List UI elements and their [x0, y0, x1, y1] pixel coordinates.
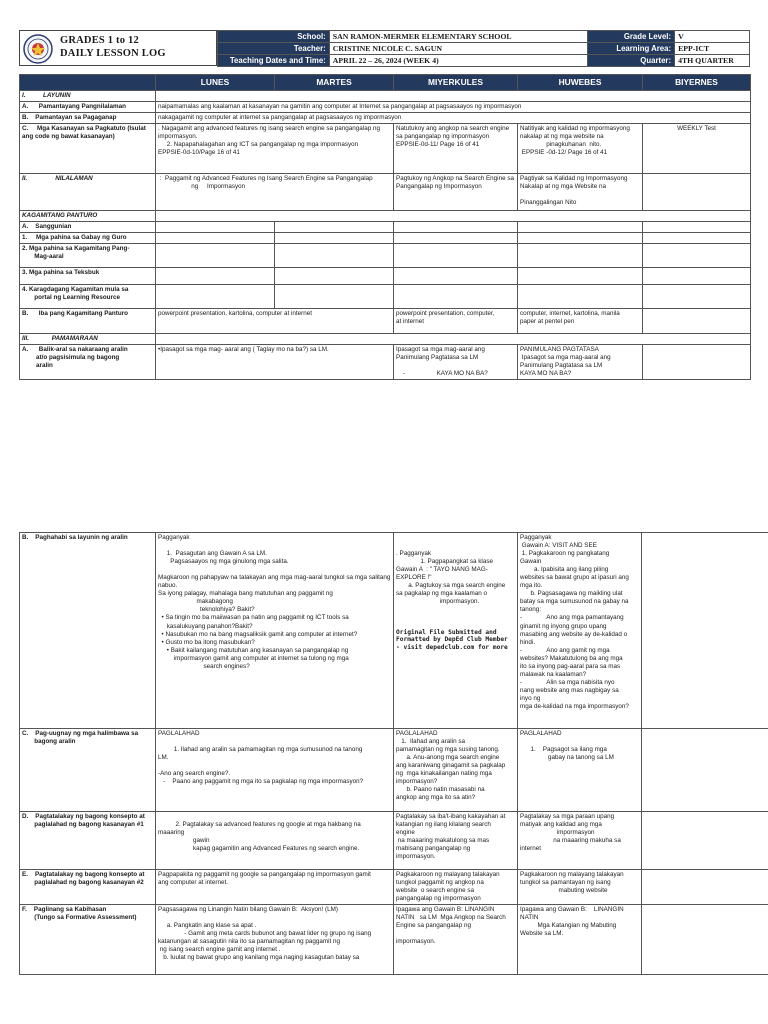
nilalaman-lunes: : Paggamit ng Advanced Features ng Isang Search Engine sa Pangangalap ng Impormasyon [156, 173, 394, 210]
konsepto-1-huwebes: Pagtalakay sa mga paraan upang matiyak ang kalidad ang mga impormasyon na maaaring makuha sa internet [518, 812, 642, 870]
balik-aral-miyerkules: Ipasagot sa mga mag-aaral ang Panimulang Pagtatasa sa LM - KAYA MO NA BA? [394, 345, 518, 380]
pag-uugnay-huwebes: PAGLALAHAD 1. Pagsagot sa ilang mga gabay na tanong sa LM [518, 729, 642, 812]
iba-pang-kagamitan-label: B. Iba pang Kagamitang Panturo [20, 309, 156, 334]
nilalaman-label: II. NILALAMAN [20, 173, 156, 210]
balik-aral-lunes: •Ipasagot sa mga mag- aaral ang ( Taglay mo na ba?) sa LM. [156, 345, 394, 380]
pamamaraan-heading: III. PAMAMARAAN [20, 334, 156, 345]
learning-area-value: EPP-ICT [675, 43, 750, 55]
kabihasan-miyerkules: Ipagawa ang Gawain B: LINANGIN NATIN sa LM Mga Angkop na Search Engine sa pangangalap ng impormasyon. [394, 905, 518, 975]
paghahabi-huwebes: Pagganyak Gawain A: VISIT AND SEE 1. Pagkakaroon ng pangkatang Gawain a. Ipabisita ang ilang piling websites sa bawat grupo at ipasuri ang mga ito. b. Pagsasagawa ng maikling ulat batay sa mga sumusunod na gabay na tanong: - Ano ang mga pamantayang ginamit ng inyong grupo upang masabing ang website ay de-kalidad o hindi. - Ano ang gamit ng mga websites? Makatutulong ba ang mga ito sa inyong pag-aaral para sa mas malawak na kaalaman? - Alin sa mga nabisita nyo nang website ang mas nagbigay sa inyo ng mga de-kalidad na mga impormasyon? [518, 533, 642, 729]
day-header-lunes: LUNES [156, 75, 275, 91]
performance-standard-label: B. Pamantayan sa Pagaganap [20, 112, 156, 123]
konsepto-1-lunes: 2. Pagtalakay sa advanced features ng google at mga hakbang na maaaring gawin kapag gagamitin ang Advanced Features ng search engine. [156, 812, 394, 870]
iba-pang-kagamitan-huwebes: computer, internet, kartolina, manila paper at pentel pen [518, 309, 643, 334]
konsepto-2-huwebes: Pagkakaroon ng malayang talakayan tungkol sa pamantayan ng isang mabuting website [518, 870, 642, 905]
teaching-dates-label: Teaching Dates and Time: [218, 55, 330, 67]
day-header-martes: MARTES [275, 75, 394, 91]
teacher-value: CRISTINE NICOLE C. SAGUN [329, 43, 587, 55]
balik-aral-label: A. Balik-aral sa nakaraang aralin at/o pagsisimula ng bagong aralin [20, 345, 156, 380]
learning-resource-label: 4. Karagdagang Kagamitan mula sa portal ng Learning Resource [20, 285, 156, 309]
day-header-blank [20, 75, 156, 91]
nilalaman-miyerkules: Pagtukoy ng Angkop na Search Engine sa Pangangalap ng Impormasyon [394, 173, 518, 210]
konsepto-1-label: D. Pagtatalakay ng bagong konsepto at paglalahad ng bagong kasanayan #1 [20, 812, 156, 870]
learning-competencies-miyerkules: Natutukoy ang angkop na search engine sa pangangalap ng impormasyon EPPSIE-0d-11/ Page 16 of 41 [394, 123, 518, 173]
content-standard-text: naipamamalas ang kaalaman at kasanayan na gamitin ang computer at Internet sa pangangalap at pagsasaayos ng impormasyon [156, 101, 751, 112]
learning-area-label: Learning Area: [588, 43, 675, 55]
layunin-heading: I. LAYUNIN [20, 90, 156, 101]
header-line-2: DAILY LESSON LOG [60, 48, 166, 59]
balik-aral-huwebes: PANIMULANG PAGTATASA Ipasagot sa mga mag-aaral ang Panimulang Pagtatasa sa LM KAYA MO NA BA? [518, 345, 643, 380]
kagamitan-heading: KAGAMITANG PANTURO [20, 210, 156, 221]
school-value: SAN RAMON-MERMER ELEMENTARY SCHOOL [329, 31, 587, 43]
depedclub-note: Original File Submitted and Formatted by DepEd Club Member - visit depedclub.com for more [396, 628, 508, 652]
header-logo-box [19, 30, 217, 66]
teaching-dates-value: APRIL 22 – 26, 2024 (WEEK 4) [329, 55, 587, 67]
konsepto-1-miyerkules: Pagtalakay sa iba't-ibang kakayahan at katangian ng ilang kilalang search engine na maaaring makatulong sa mas mabisang pangangalap ng impormasyon. [394, 812, 518, 870]
iba-pang-kagamitan-miyerkules: powerpoint presentation, computer, at internet [394, 309, 518, 334]
quarter-label: Quarter: [588, 55, 675, 67]
kabihasan-lunes: Pagsasagawa ng Linangin Natin bilang Gawain B: Aksyon! (LM) a. Pangkatin ang klase sa apat . - Gamit ang meta cards bubunot ang bawat lider ng grupo ng isang katanungan at sasagutin nila ito sa pamamagitan ng paggamit ng ng isang search engine gamit ang internet . b. Iuulat ng bawat grupo ang kanilang mga naging kasagutan batay sa [156, 905, 394, 975]
quarter-value: 4TH QUARTER [675, 55, 750, 67]
pang-mag-aaral-label: 2. Mga pahina sa Kagamitang Pang- Mag-aaral [20, 244, 156, 268]
teacher-label: Teacher: [218, 43, 330, 55]
grade-level-label: Grade Level: [588, 31, 675, 43]
pag-uugnay-miyerkules: PAGLALAHAD 1. Ilahad ang aralin sa pamamagitan ng mga susing tanong. a. Anu-anong mga search engine ang karaniwang ginagamit sa pagkalap ng mga kinakailangan nating mga impormasyon? b. Paano natin masasabi na angkop ang mga ito sa atin? [394, 729, 518, 812]
konsepto-2-lunes: Pagpapakita ng paggamit ng google sa pangangalap ng impormasyon gamit ang computer at internet. [156, 870, 394, 905]
performance-standard-text: nakagagamit ng computer at internet sa pangangalap at pagsasaayos ng impormasyon [156, 112, 751, 123]
nilalaman-huwebes: Pagtiyak sa Kalidad ng Impormasyong Nakalap at ng mga Website na Pinanggalingan Nito [518, 173, 643, 210]
kabihasan-huwebes: Ipagawa ang Gawain B: LINANGIN NATIN Mga Katangian ng Mabuting Website sa LM. [518, 905, 642, 975]
learning-competencies-biyernes: WEEKLY Test [643, 123, 751, 173]
paghahabi-miyerkules [394, 533, 518, 729]
teksbuk-label: 3. Mga pahina sa Teksbuk [20, 268, 156, 285]
learning-competencies-huwebes: Natitiyak ang kalidad ng impormasyong nakalap at ng mga website na pinagkuhanan nito. EPPSIE -0d-12/ Page 16 of 41 [518, 123, 643, 173]
header-line-1: GRADES 1 to 12 [60, 35, 139, 46]
konsepto-2-label: E. Pagtatalakay ng bagong konsepto at paglalahad ng bagong kasanayan #2 [20, 870, 156, 905]
lesson-log-table-bottom [19, 532, 768, 975]
gabay-guro-label: 1. Mga pahina sa Gabay ng Guro [20, 232, 156, 243]
paghahabi-lunes: Pagganyak 1. Pasagutan ang Gawain A sa LM. Pagsasaayos ng mga ginulong mga salita. Magkaroon ng pahapyaw na talakayan ang mga mag-aaral tungkol sa mga salitang nabuo. Sa iyong palagay, mahalaga bang matutuhan ang paggamit ng makabagong teknolohiya? Bakit? • Sa tingin mo ba maiiwasan pa natin ang paggamit ng ICT tools sa kasalukuyang panahon?Bakit? • Nasubukan mo na bang magsaliksik gamit ang computer at internet? • Gusto mo ba itong masubukan? • Bakit kailangang matutuhan ang kasanayan sa pangangalap ng impormasyon gamit ang computer at internet sa tulong ng mga search engines? [156, 533, 394, 729]
day-header-biyernes: BIYERNES [643, 75, 751, 91]
paghahabi-label: B. Paghahabi sa layunin ng aralin [20, 533, 156, 729]
day-header-huwebes: HUWEBES [518, 75, 643, 91]
kabihasan-label: F. Paglinang sa Kabihasan (Tungo sa Formative Assessment) [20, 905, 156, 975]
day-header-miyerkules: MIYERKULES [394, 75, 518, 91]
learning-competencies-label: C. Mga Kasanayan sa Pagkatuto (Isulat ang code ng bawat kasanayan) [20, 123, 156, 173]
header-info-table [217, 30, 750, 67]
lesson-log-table-top [19, 74, 751, 380]
content-standard-label: A. Pamantayang Pangnilalaman [20, 101, 156, 112]
pag-uugnay-label: C. Pag-uugnay ng mga halimbawa sa bagong aralin [20, 729, 156, 812]
pag-uugnay-lunes: PAGLALAHAD 1. Ilahad ang aralin sa pamamagitan ng mga sumusunod na tanong LM. -Ano ang search engine?. - Paano ang paggamit ng mga ito sa pagkalap ng mga impormasyon? [156, 729, 394, 812]
grade-level-value: V [675, 31, 750, 43]
konsepto-2-miyerkules: Pagkakaroon ng malayang talakayan tungkol paggamit ng angkop na website o search engine sa pangangalap ng impormasyon [394, 870, 518, 905]
paghahabi-miyerkules-text: . Pagganyak 1. Pagpapangkat sa klase Gawain A : " TAYO NANG MAG- EXPLORE !" a. Pagtukoy sa mga search engine sa pagkalap ng mga kaalaman o impormasyon. [396, 550, 506, 606]
learning-competencies-lunes: . Nagagamit ang advanced features ng isang search engine sa pangangalap ng impormasyon. 2. Napapahalagahan ang ICT sa pangangalap ng mga impormasyon EPPSIE-0d-10/Page 16 of 41 [156, 123, 394, 173]
iba-pang-kagamitan-lunes: powerpoint presentation, kartolina, computer at internet [156, 309, 394, 334]
deped-seal-icon [23, 34, 53, 64]
school-label: School: [218, 31, 330, 43]
sanggunian-label: A. Sanggunian [20, 221, 156, 232]
